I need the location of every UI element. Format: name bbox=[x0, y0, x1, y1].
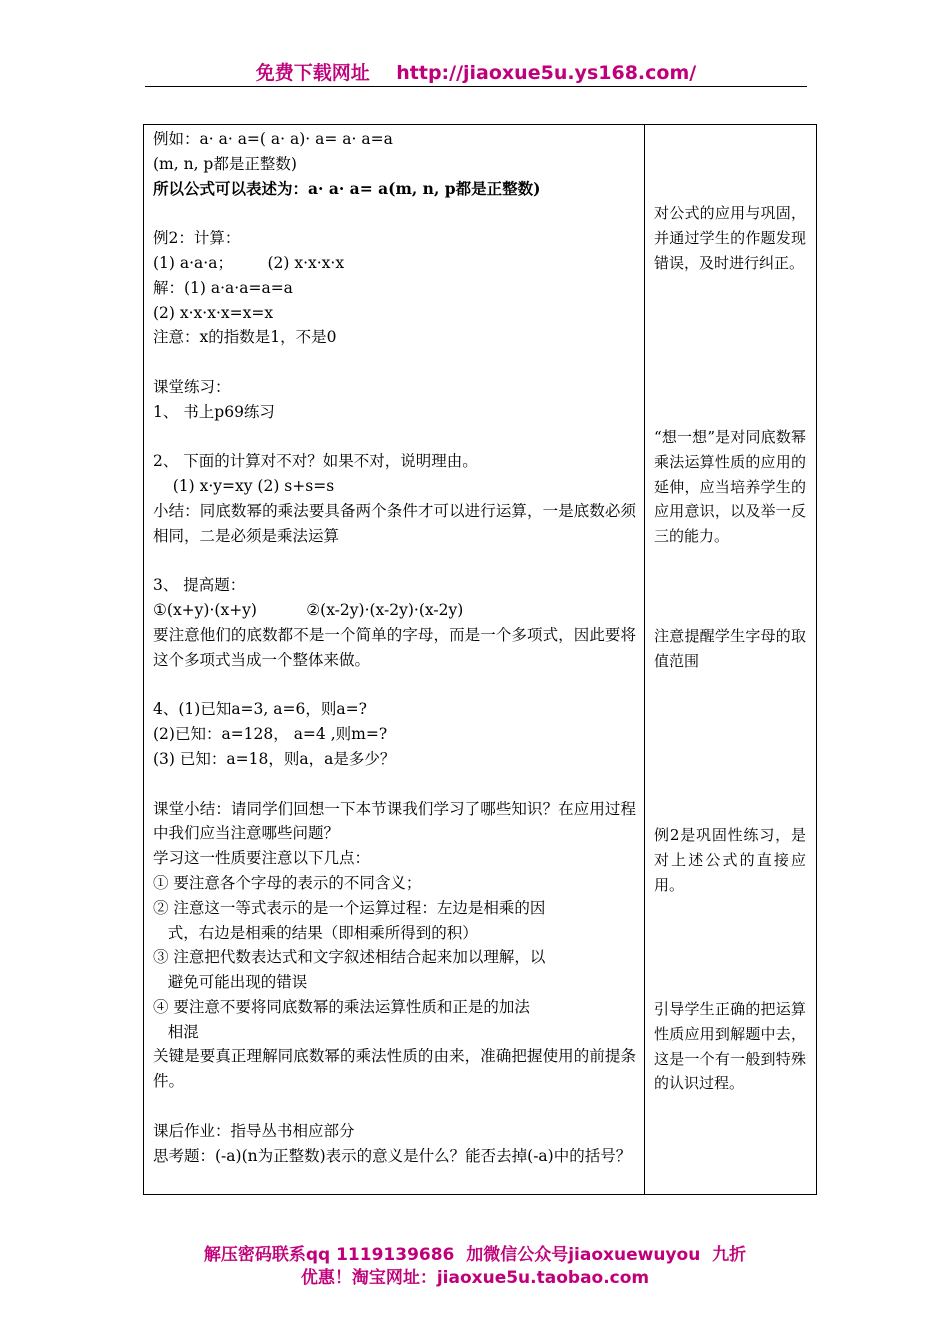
note-example2: 例2是巩固性练习，是对上述公式的直接应用。 bbox=[654, 826, 806, 894]
example-line: 例如：a· a· a=( a· a)· a= a· a=a bbox=[153, 130, 393, 148]
example2-title: 例2：计算： bbox=[153, 229, 241, 248]
point-4-b: 相混 bbox=[153, 1022, 199, 1041]
point-2-b: 式，右边是相乘的结果（即相乘所得到的积） bbox=[153, 923, 478, 942]
point-3-b: 避免可能出现的错误 bbox=[153, 973, 308, 992]
polynomial-note: 要注意他们的底数都不是一个简单的字母，而是一个多项式，因此要将这个多项式当成一个整体来做。 bbox=[153, 625, 636, 669]
footer-line-2[interactable]: 优惠！淘宝网址：jiaoxue5u.taobao.com bbox=[300, 1268, 650, 1288]
practice-item-2-exprs: (1) x·y=xy (2) s+s=s bbox=[153, 477, 335, 496]
lesson-table bbox=[143, 124, 817, 1195]
note-think: “想一想”是对同底数幂乘法运算性质的应用的延伸，应当培养学生的应用意识，以及举一反三的能力。 bbox=[654, 428, 806, 546]
notes-cell bbox=[645, 125, 817, 1195]
point-2-a: ② 注意这一等式表示的是一个运算过程：左边是相乘的因 bbox=[153, 898, 546, 917]
points-title: 学习这一性质要注意以下几点： bbox=[153, 849, 371, 868]
problem-4-2: (2)已知：a=128， a=4 ,则m=? bbox=[153, 725, 388, 744]
exponent-note: 注意：x的指数是1，不是0 bbox=[153, 328, 337, 347]
solution-2: (2) x·x·x·x=x=x bbox=[153, 303, 274, 322]
advanced-problems: ①(x+y)·(x+y) ②(x-2y)·(x-2y)·(x-2y) bbox=[153, 601, 464, 620]
practice-item-2: 2、 下面的计算对不对？如果不对，说明理由。 bbox=[153, 452, 478, 471]
note-guidance: 引导学生正确的把运算性质应用到解题中去，这是一个有一般到特殊的认识过程。 bbox=[654, 1000, 806, 1093]
note-letter-range: 注意提醒学生字母的取值范围 bbox=[654, 627, 806, 670]
note-formula-application: 对公式的应用与巩固，并通过学生的作题发现错误，及时进行纠正。 bbox=[654, 204, 806, 272]
point-4-a: ④ 要注意不要将同底数幂的乘法运算性质和正是的加法 bbox=[153, 997, 530, 1016]
point-3-a: ③ 注意把代数表达式和文字叙述相结合起来加以理解，以 bbox=[153, 948, 546, 967]
homework-line: 课后作业：指导丛书相应部分 bbox=[153, 1121, 355, 1140]
key-point: 关键是要真正理解同底数幂的乘法性质的由来，准确把握使用的前提条件。 bbox=[153, 1047, 636, 1091]
thinking-question: 思考题：(-a)(n为正整数)表示的意义是什么？能否去掉(-a)中的括号？ bbox=[153, 1146, 632, 1165]
problem-4-3: (3) 已知：a=18，则a，a是多少？ bbox=[153, 749, 396, 768]
practice-item-1: 1、 书上p69练习 bbox=[153, 402, 275, 421]
solution-1: 解：(1) a·a·a=a=a bbox=[153, 278, 293, 297]
header-link-text[interactable]: 免费下载网址 http://jiaoxue5u.ys168.com/ bbox=[255, 62, 697, 84]
problem-4-1: 4、(1)已知a=3, a=6，则a=? bbox=[153, 700, 367, 719]
page-header bbox=[145, 58, 807, 87]
formula-statement: 所以公式可以表述为：a· a· a= a(m, n, p都是正整数) bbox=[153, 178, 541, 198]
advanced-title: 3、 提高题： bbox=[153, 576, 246, 595]
example2-problems: (1) a·a·a； (2) x·x·x·x bbox=[153, 253, 345, 272]
condition-line: (m, n, p都是正整数) bbox=[153, 154, 297, 173]
summary-paragraph: 小结：同底数幂的乘法要具备两个条件才可以进行运算，一是底数必须相同，二是必须是乘法运算 bbox=[153, 501, 636, 545]
content-cell bbox=[144, 125, 645, 1195]
practice-title: 课堂练习： bbox=[153, 377, 231, 396]
class-summary: 课堂小结：请同学们回想一下本节课我们学习了哪些知识？在应用过程中我们应当注意哪些问题？ bbox=[153, 799, 636, 843]
point-1: ① 要注意各个字母的表示的不同含义； bbox=[153, 873, 422, 892]
footer-line-1: 解压密码联系qq 1119139686 加微信公众号jiaoxuewuyou 九折 bbox=[203, 1245, 747, 1265]
